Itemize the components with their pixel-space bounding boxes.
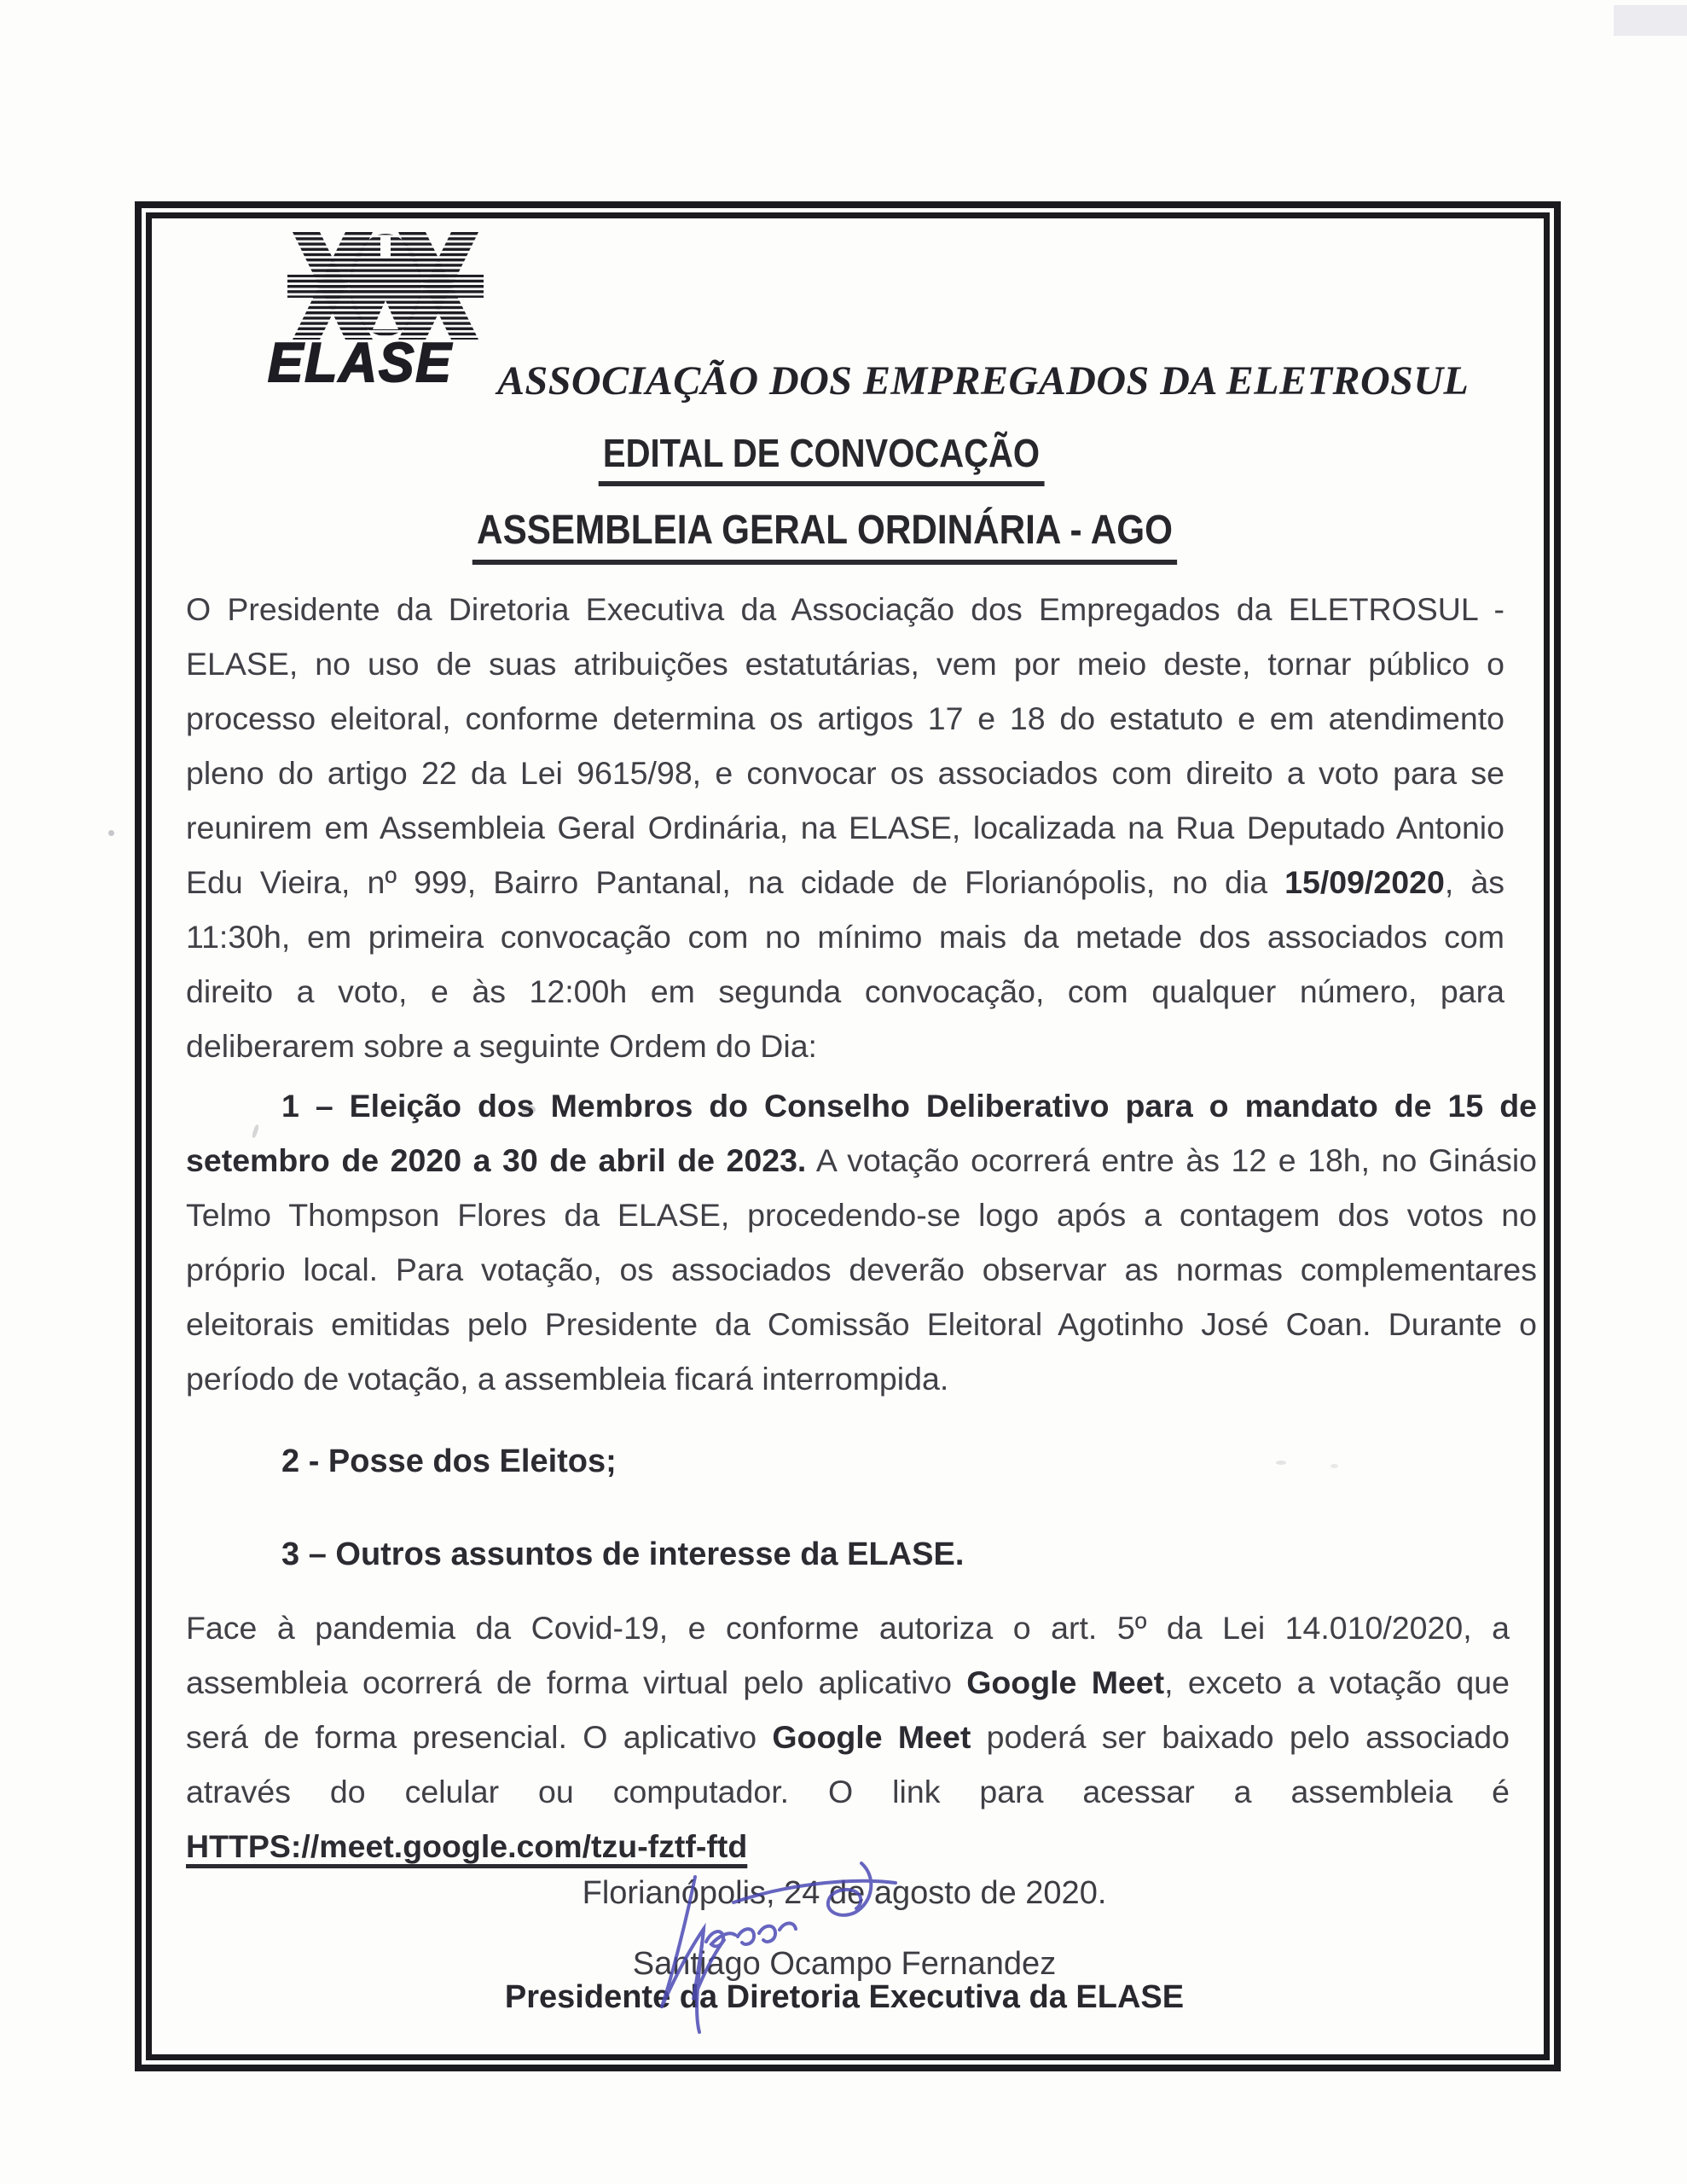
- scan-corner-artifact: [1614, 5, 1687, 36]
- text-segment: Google Meet: [966, 1664, 1165, 1700]
- elase-wordmark: ELASE: [268, 332, 453, 394]
- covid-paragraph: [186, 1600, 1510, 1873]
- doc-title: EDITAL DE CONVOCAÇÃO: [599, 432, 1045, 486]
- text-segment: , exceto a votação que será de forma presencial. O aplicativo: [186, 1664, 1510, 1755]
- signature-scribble: [607, 1843, 974, 2052]
- elase-logo-icon: [287, 232, 484, 344]
- text-segment: Google Meet: [772, 1719, 971, 1755]
- text-segment: , às 11:30h, em primeira convocação com no mínimo mais da metade dos associados com direito a voto, e às 12:00h em segunda convocação, com qualquer número, para deliberarem sobre a seguinte Ordem do Dia:: [186, 864, 1504, 1064]
- text-segment: Face à pandemia da Covid-19, e conforme autoriza o art. 5º da Lei 14.010/2020, a assembleia ocorrerá de forma virtual pelo aplicativo: [186, 1610, 1510, 1700]
- meet-link-text: HTTPS://meet.google.com/tzu-fztf-ftd: [186, 1828, 748, 1864]
- text-segment: O Presidente da Diretoria Executiva da Associação dos Empregados da ELETROSUL - ELASE, no uso de suas atribuições estatutárias, vem por meio deste, tornar público o processo eleitoral, conforme determina os artigos 17 e 18 do estatuto e em atendimento pleno do artigo 22 da Lei 9615/98, e convocar os associados com direito a voto para se reunirem em Assembleia Geral Ordinária, na ELASE, localizada na Rua Deputado Antonio Edu Vieira, nº 999, Bairro Pantanal, na cidade de Florianópolis, no dia: [186, 591, 1504, 900]
- signer-name: Santiago Ocampo Fernandez: [632, 1946, 1057, 1982]
- agenda-item-1: [186, 1078, 1537, 1406]
- agenda-item-2: [281, 1433, 617, 1489]
- text-segment: 15/09/2020: [1284, 864, 1445, 900]
- signer-role: Presidente da Diretoria Executiva da ELASE: [504, 1979, 1185, 2015]
- intro-paragraph: [186, 582, 1504, 1073]
- text-segment: 3 – Outros assuntos de interesse da ELASE.: [281, 1536, 965, 1572]
- text-segment: 2 - Posse dos Eleitos;: [281, 1443, 617, 1479]
- text-segment: poderá ser baixado pelo associado através do celular ou computador. O link para acessar a assembleia é: [186, 1719, 1510, 1809]
- org-title: ASSOCIAÇÃO DOS EMPREGADOS DA ELETROSUL: [497, 358, 1470, 404]
- agenda-item-3: [281, 1526, 964, 1582]
- doc-subtitle: ASSEMBLEIA GERAL ORDINÁRIA - AGO: [472, 508, 1177, 565]
- dateline: Florianópolis, 24 de agosto de 2020.: [582, 1875, 1107, 1911]
- scan-speck: [108, 830, 114, 836]
- text-segment: A votação ocorrerá entre às 12 e 18h, no Ginásio Telmo Thompson Flores da ELASE, procedendo-se logo após a contagem dos votos no próprio local. Para votação, os associados deverão observar as normas complementares eleitorais emitidas pelo Presidente da Comissão Eleitoral Agotinho José Coan. Durante o período de votação, a assembleia ficará interrompida.: [186, 1142, 1538, 1397]
- text-segment: 1 – Eleição dos Membros do Conselho Deliberativo para o mandato de 15 de setembro de 2020 a 30 de abril de 2023.: [186, 1088, 1537, 1178]
